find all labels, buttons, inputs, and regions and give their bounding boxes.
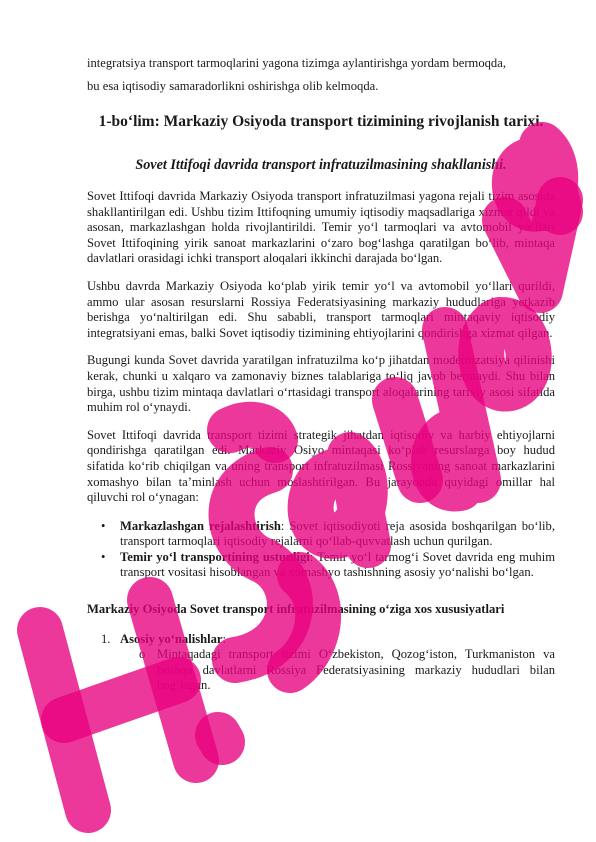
list-item	[101, 549, 555, 581]
sub-list	[120, 647, 555, 694]
features-heading: Markaziy Osiyoda Sovet transport infratuzilmasining o‘ziga xos xususiyatlari	[87, 602, 505, 617]
paragraph-4: Sovet Ittifoqi davrida transport tizimi strategik jihatdan iqtisodiy va harbiy ehtiyojlarni qondirishga qaratilgan edi. Markaziy Osiyo mintaqasi ko‘plab resurslarga boy hudud sifatida ko‘rib chiqilgan va uning transport infratuzilmasi Rossiyaning sanoat markazlarini xomashyo bilan ta’minlash uchun moslashtirilgan. Bu jarayonda quyidagi omillar hal qiluvchi rol o‘ynagan:	[87, 427, 555, 505]
item-colon: :	[222, 631, 227, 646]
numbered-list	[87, 632, 555, 694]
paragraph-3: Bugungi kunda Sovet davrida yaratilgan infratuzilma ko‘p jihatdan modernizatsiya qilinishi kerak, chunki u xalqaro va zamonaviy biznes talablariga to‘liq javob bermaydi. Shu bilan birga, ushbu tizim mintaqa davlatlari o‘rtasidagi transport aloqalarining tarixiy asosi sifatida muhim rol o‘ynaydi.	[87, 353, 555, 415]
item-term: Asosiy yo‘nalishlar	[120, 631, 223, 646]
document-page	[87, 52, 555, 694]
subsection-heading: Sovet Ittifoqi davrida transport infratuzilmasining shakllanishi.	[135, 157, 507, 173]
bullet-text: : Temir yo‘l tarmog‘i Sovet davrida eng muhim transport vositasi hisoblangan va xomashyo tashishning asosiy yo‘nalishi bo‘lgan.	[120, 549, 555, 580]
bullet-marker: •	[101, 549, 106, 564]
list-item	[101, 518, 555, 550]
bullet-term: Markazlashgan rejalashtirish	[120, 518, 281, 533]
bullet-text: : Sovet iqtisodiyoti reja asosida boshqarilgan bo‘lib, transport tarmoqlari iqtisodiy rejalarni qo‘llab-quvvatlash uchun qurilgan.	[120, 518, 555, 549]
numbered-item	[101, 631, 555, 694]
lead-line-2: bu esa iqtisodiy samaradorlikni oshirishga olib kelmoqda.	[87, 79, 379, 93]
section-heading: 1-bo‘lim: Markaziy Osiyoda transport tizimining rivojlanish tarixi.	[98, 113, 544, 130]
paragraph-2: Ushbu davrda Markaziy Osiyoda ko‘plab yirik temir yo‘l va avtomobil yo‘llari qurildi, ammo ular asosan resurslarni Rossiya Federatsiyasining markaziy hududlariga yetkazib berishga yo‘naltirilgan edi. Shu sababli, transport tarmoqlari mintaqaviy iqtisodiy integratsiyani emas, balki Sovet iqtisodiy tizimining ehtiyojlarini qondirishga xizmat qilgan.	[87, 278, 555, 340]
sub-bullet-marker: o	[139, 647, 146, 662]
bullet-marker: •	[101, 518, 106, 533]
lead-paragraph	[87, 52, 555, 98]
paragraph-1: Sovet Ittifoqi davrida Markaziy Osiyoda transport infratuzilmasi yagona rejali tizim asosida shakllantirilgan edi. Ushbu tizim Ittifoqning umumiy iqtisodiy maqsadlariga xizmat qildi va asosan, markazlashgan holda rivojlantirildi. Temir yo‘l tarmoqlari va avtomobil yo‘llari Sovet Ittifoqining yirik sanoat markazlarini o‘zaro bog‘lashga qaratilgan bo‘lib, mintaqa davlatlari orasidagi ichki transport aloqalari ikkinchi darajada bo‘lgan.	[87, 189, 555, 266]
bullet-list	[87, 519, 555, 581]
bullet-term: Temir yo‘l transportining ustunligi	[120, 549, 310, 564]
sub-list-item	[139, 647, 555, 694]
item-number: 1.	[101, 631, 111, 646]
lead-line-1: integratsiya transport tarmoqlarini yagona tizimga aylantirishga yordam bermoqda,	[87, 56, 506, 70]
sub-item-text: Mintaqadagi transport tizimi O‘zbekiston, Qozog‘iston, Turkmaniston va boshqa davlatlarni Rossiya Federatsiyasining markaziy hududlari bilan bog‘lagan.	[157, 647, 555, 693]
